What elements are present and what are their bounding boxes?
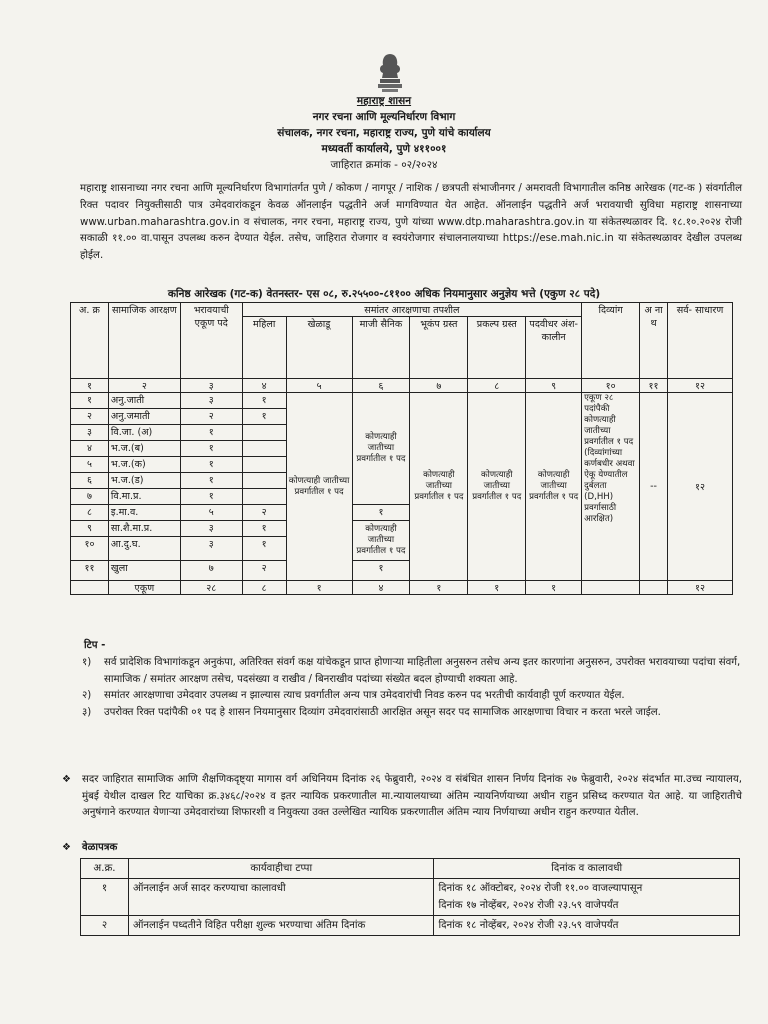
total-general: १२ xyxy=(668,581,733,595)
header-dept: नगर रचना आणि मूल्यनिर्धारण विभाग xyxy=(312,111,456,123)
row-total: १ xyxy=(180,457,242,473)
col-total-header: भरावयाची एकूण पदे xyxy=(180,303,242,379)
national-emblem-icon xyxy=(372,52,408,94)
header-ad-no: जाहिरात क्रमांक - ०२/२०२४ xyxy=(330,159,438,171)
row-total: २ xyxy=(180,409,242,425)
header-govt: महाराष्ट्र शासन xyxy=(356,95,412,107)
row-category: वि.जा. (अ) xyxy=(108,425,180,441)
note-item xyxy=(82,688,742,705)
row-total: १ xyxy=(180,441,242,457)
schedule-date-header: दिनांक व कालावधी xyxy=(434,859,740,879)
row-women: १ xyxy=(242,409,286,425)
sports-merged-cell: कोणत्याही जातीच्या प्रवर्गातील १ पद xyxy=(286,393,352,581)
exsvc-open-value: १ xyxy=(352,561,410,581)
row-sr: १ xyxy=(71,393,109,409)
schedule-date xyxy=(434,879,740,916)
row-sr: ५ xyxy=(71,457,109,473)
row-sr: ४ xyxy=(71,441,109,457)
total-project: १ xyxy=(468,581,526,595)
schedule-step: ऑनलाईन पध्दतीने विहित परीक्षा शुल्क भरण्याचा अंतिम दिनांक xyxy=(128,916,434,936)
row-category: भ.ज.(क) xyxy=(108,457,180,473)
row-women: १ xyxy=(242,521,286,537)
schedule-date-line: दिनांक १७ नोव्हेंबर, २०२४ रोजी २३.५९ वाजेपर्यंत xyxy=(438,900,619,911)
general-merged-cell: १२ xyxy=(668,393,733,581)
reservation-table xyxy=(70,302,733,595)
col-exsvc-header: माजी सैनिक xyxy=(352,317,410,379)
row-category: अनु.जमाती xyxy=(108,409,180,425)
row-sr: ७ xyxy=(71,489,109,505)
exsvc-obc-value: १ xyxy=(352,505,410,521)
total-quake: १ xyxy=(410,581,468,595)
col-num: ५ xyxy=(286,379,352,393)
col-social-header: सामाजिक आरक्षण xyxy=(108,303,180,379)
notes-section xyxy=(82,638,742,722)
col-parallel-header: समांतर आरक्षणाचा तपशील xyxy=(242,303,581,317)
court-notice-paragraph xyxy=(62,772,742,822)
bullet-icon: ❖ xyxy=(62,842,71,853)
total-posts: २८ xyxy=(180,581,242,595)
row-total: १ xyxy=(180,489,242,505)
col-grad-header: पदवीधर अंश- कालीन xyxy=(526,317,582,379)
row-total: ५ xyxy=(180,505,242,521)
exsvc-merged-cell: कोणत्याही जातीच्या प्रवर्गातील १ पद xyxy=(352,393,410,505)
row-total: १ xyxy=(180,425,242,441)
col-num: २ xyxy=(108,379,180,393)
schedule-date: दिनांक १८ नोव्हेंबर, २०२४ रोजी २३.५९ वाजेपर्यंत xyxy=(434,916,740,936)
grad-merged-cell: कोणत्याही जातीच्या प्रवर्गातील १ पद xyxy=(526,393,582,581)
total-grad: १ xyxy=(526,581,582,595)
note-number: १) xyxy=(82,656,92,668)
schedule-row xyxy=(81,916,740,936)
col-num: ६ xyxy=(352,379,410,393)
row-category: भ.ज.(ब) xyxy=(108,441,180,457)
col-sports-header: खेळाडू xyxy=(286,317,352,379)
col-num: ९ xyxy=(526,379,582,393)
row-total: ३ xyxy=(180,537,242,561)
exsvc-merged-cell-2: कोणत्याही जातीच्या प्रवर्गातील १ पद xyxy=(352,521,410,561)
total-row xyxy=(71,581,733,595)
row-sr: ३ xyxy=(71,425,109,441)
schedule-table xyxy=(80,858,740,936)
row-sr: १० xyxy=(71,537,109,561)
row-women xyxy=(242,457,286,473)
header-address: मध्यवर्ती कार्यालये, पुणे ४११००१ xyxy=(321,143,447,155)
schedule-title: वेळापत्रक xyxy=(82,842,118,853)
schedule-sr: २ xyxy=(81,916,129,936)
row-women xyxy=(242,489,286,505)
col-num: ७ xyxy=(410,379,468,393)
col-num: १० xyxy=(582,379,640,393)
row-sr: ९ xyxy=(71,521,109,537)
schedule-step: ऑनलाईन अर्ज सादर करण्याचा कालावधी xyxy=(128,879,434,916)
row-sr: २ xyxy=(71,409,109,425)
col-project-header: प्रकल्प ग्रस्त xyxy=(468,317,526,379)
total-women: ८ xyxy=(242,581,286,595)
divyang-merged-cell: एकूण २८ पदांपैकी कोणत्याही जातीच्या प्रवर्गातील १ पद (दिव्यांगांच्या कर्णबधीर अथवा ऐकू येण्यातील दुर्बलता (D,HH) प्रवर्गासाठी आरक्षित) xyxy=(582,393,640,581)
row-category: भ.ज.(ड) xyxy=(108,473,180,489)
schedule-sr: १ xyxy=(81,879,129,916)
schedule-heading xyxy=(62,840,742,857)
col-sr-header: अ. क्र xyxy=(71,303,109,379)
court-notice-text: सदर जाहिरात सामाजिक आणि शैक्षणिकदृष्ट्या मागास वर्ग अधिनियम दिनांक २६ फेब्रुवारी, २०२४ व संबंधित शासन निर्णय दिनांक २७ फेब्रुवारी, २०२४ संदर्भात मा.उच्च न्यायालय, मुंबई येथील दाखल रिट याचिका क्र.३४६८/२०२४ व इतर न्यायिक प्रकरणातील मा.न्यायालयाच्या अंतिम न्यायनिर्णयाच्या अधीन राहुन प्रसिध्द करण्यात येत आहे. या जाहिरातीचे अनुषंगाने करण्यात येणाऱ्या उमेदवारांच्या शिफारशी व नियुक्त्या उक्त उल्लेखित न्यायिक प्रकरणातील अंतिम न्याय निर्णयाच्या अधीन राहुन करण्यात येतील. xyxy=(82,774,742,819)
quake-merged-cell: कोणत्याही जातीच्या प्रवर्गातील १ पद xyxy=(410,393,468,581)
row-sr: ११ xyxy=(71,561,109,581)
column-number-row xyxy=(71,379,733,393)
col-num: ८ xyxy=(468,379,526,393)
row-total: ३ xyxy=(180,521,242,537)
note-text: सर्व प्रादेशिक विभागांकडून अनुकंपा, अतिरिक्त संवर्ग कक्ष यांचेकडून प्राप्त होणाऱ्या माहितीला अनुसरुन तसेच अन्य इतर कारणांना अनुसरुन, उपरोक्त भरावयाच्या पदांचा संवर्ग, सामाजिक / समांतर आरक्षण तसेच, पदसंख्या व राखीव / बिनराखीव पदांच्या संख्येत बदल होण्याची शक्यता आहे. xyxy=(104,656,741,685)
project-merged-cell: कोणत्याही जातीच्या प्रवर्गातील १ पद xyxy=(468,393,526,581)
table-row xyxy=(71,393,733,409)
note-item xyxy=(82,705,742,722)
row-category: आ.दु.घ. xyxy=(108,537,180,561)
row-total: ३ xyxy=(180,393,242,409)
note-number: ३) xyxy=(82,707,92,719)
note-text: उपरोक्त रिक्त पदांपैकी ०१ पद हे शासन नियमानुसार दिव्यांग उमेदवारांसाठी आरक्षित असून सदर पद सामाजिक आरक्षणाचा विचार न करता भरले जाईल. xyxy=(104,707,661,719)
col-orphan-header: अ ना थ xyxy=(640,303,668,379)
row-category: सा.शै.मा.प्र. xyxy=(108,521,180,537)
schedule-row xyxy=(81,879,740,916)
note-item xyxy=(82,655,742,689)
row-category: इ.मा.व. xyxy=(108,505,180,521)
col-num: ४ xyxy=(242,379,286,393)
row-sr: ६ xyxy=(71,473,109,489)
row-women: १ xyxy=(242,537,286,561)
row-women xyxy=(242,425,286,441)
row-sr: ८ xyxy=(71,505,109,521)
row-total: १ xyxy=(180,473,242,489)
total-exsvc: ४ xyxy=(352,581,410,595)
total-label: एकूण xyxy=(108,581,180,595)
col-num: ३ xyxy=(180,379,242,393)
row-category: खुला xyxy=(108,561,180,581)
col-general-header: सर्व- साधारण xyxy=(668,303,733,379)
col-num: १२ xyxy=(668,379,733,393)
row-women xyxy=(242,441,286,457)
intro-paragraph: महाराष्ट्र शासनाच्या नगर रचना आणि मूल्यनिर्धारण विभागांतर्गत पुणे / कोकण / नागपूर / नाशिक / छत्रपती संभाजीनगर / अमरावती विभागातील कनिष्ठ आरेखक (गट-क ) संवर्गातील रिक्त पदावर नियुक्तीसाठी पात्र उमेदवारांकडून केवळ ऑनलाईन पद्धतीने अर्ज मागविण्यात येत आहेत. ऑनलाईन पद्धतीने अर्ज भरावयाची सुविधा महाराष्ट्र शासनाच्या www.urban.maharashtra.gov.in व संचालक, नगर रचना, महाराष्ट्र राज्य, पुणे यांच्या www.dtp.maharashtra.gov.in या संकेतस्थळावर दि. १८.१०.२०२४ रोजी सकाळी ११.०० वा.पासून उपलब्ध करुन देण्यात येईल. तसेच, जाहिरात रोजगार व स्वयंरोजगार संचालनालयाच्या https://ese.mah.nic.in या संकेतस्थळावर देखील उपलब्ध होईल. xyxy=(80,183,742,262)
note-text: समांतर आरक्षणाचा उमेदवार उपलब्ध न झाल्यास त्याच प्रवर्गातील अन्य पात्र उमेदवारांची निवड करुन पद भरतीची कार्यवाही पूर्ण करण्यात येईल. xyxy=(104,690,625,702)
bullet-icon: ❖ xyxy=(62,774,71,785)
table-caption: कनिष्ठ आरेखक (गट-क) वेतनस्तर- एस ०८, रु.२५५००-८११०० अधिक नियमानुसार अनुज्ञेय भत्ते (एकुण २८ पदे) xyxy=(167,288,601,300)
row-women: २ xyxy=(242,505,286,521)
notes-title: टिप - xyxy=(84,640,106,651)
row-women: २ xyxy=(242,561,286,581)
col-divyang-header: दिव्यांग xyxy=(582,303,640,379)
row-women xyxy=(242,473,286,489)
note-number: २) xyxy=(82,690,92,702)
total-sports: १ xyxy=(286,581,352,595)
row-category: वि.मा.प्र. xyxy=(108,489,180,505)
schedule-date-line: दिनांक १८ ऑक्टोबर, २०२४ रोजी ११.०० वाजल्यापासून xyxy=(438,883,643,894)
col-num: १ xyxy=(71,379,109,393)
orphan-merged-cell: -- xyxy=(640,393,668,581)
row-total: ७ xyxy=(180,561,242,581)
schedule-sr-header: अ.क्र. xyxy=(81,859,129,879)
row-category: अनु.जाती xyxy=(108,393,180,409)
col-women-header: महिला xyxy=(242,317,286,379)
col-num: ११ xyxy=(640,379,668,393)
col-quake-header: भूकंप ग्रस्त xyxy=(410,317,468,379)
row-women: १ xyxy=(242,393,286,409)
schedule-step-header: कार्यवाहीचा टप्पा xyxy=(128,859,434,879)
header-office: संचालक, नगर रचना, महाराष्ट्र राज्य, पुणे यांचे कार्यालय xyxy=(277,127,491,139)
